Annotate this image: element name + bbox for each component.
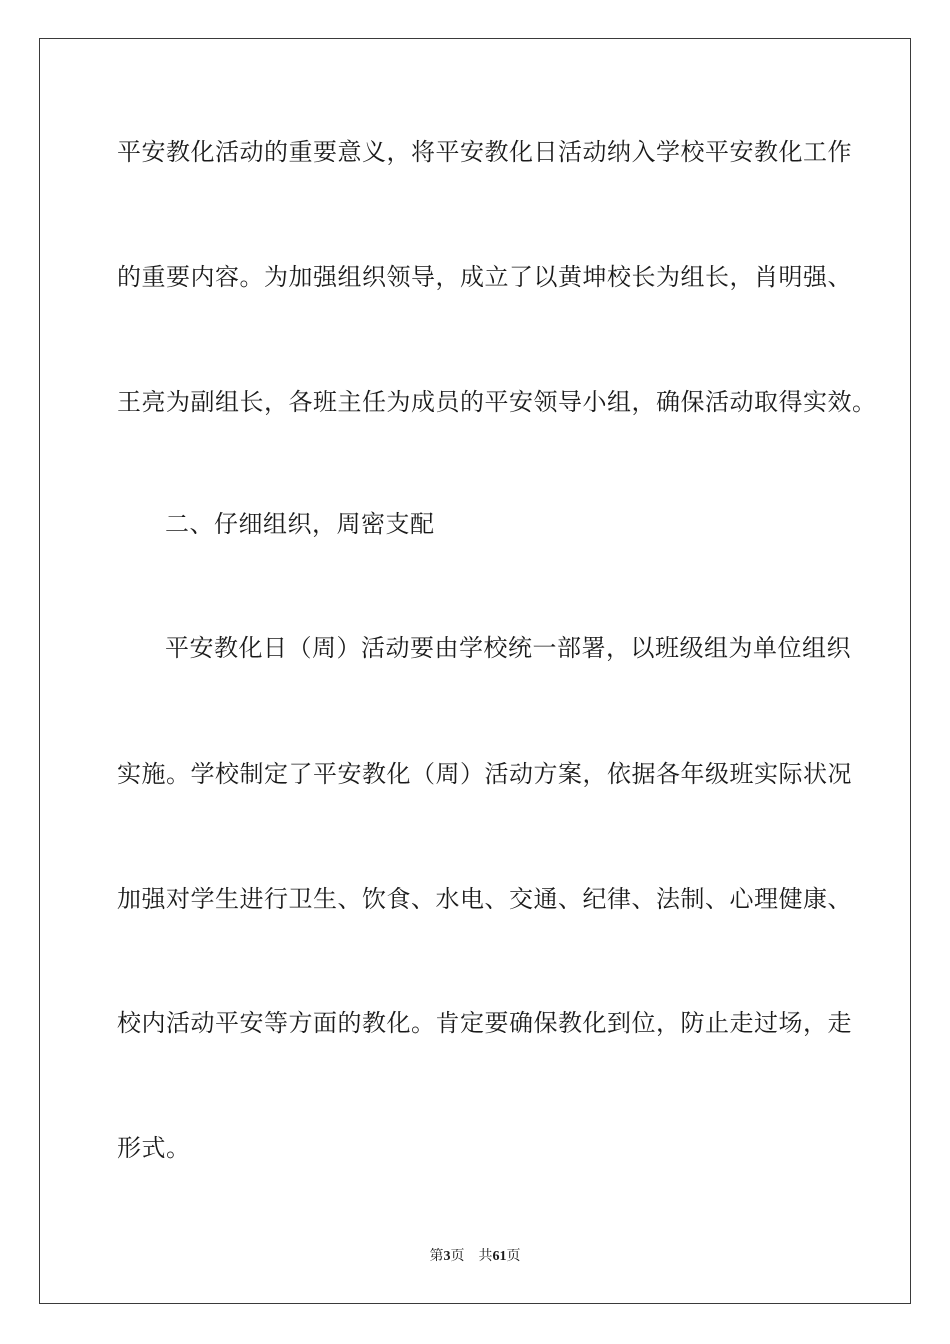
paragraph-line-7: 校内活动平安等方面的教化。肯定要确保教化到位，防止走过场，走: [117, 1009, 852, 1037]
section-heading: 二、仔细组织，周密支配: [165, 510, 435, 538]
paragraph-line-2: 的重要内容。为加强组织领导，成立了以黄坤校长为组长，肖明强、: [117, 263, 852, 291]
total-pages: 61: [492, 1249, 507, 1264]
paragraph-line-4: 平安教化日（周）活动要由学校统一部署，以班级组为单位组织: [165, 634, 851, 662]
page-number: 3: [443, 1249, 451, 1264]
paragraph-line-6: 加强对学生进行卫生、饮食、水电、交通、纪律、法制、心理健康、: [117, 885, 852, 913]
paragraph-line-5: 实施。学校制定了平安教化（周）活动方案，依据各年级班实际状况: [117, 760, 852, 788]
paragraph-line-8: 形式。: [117, 1134, 191, 1162]
total-prefix: 共: [478, 1248, 493, 1264]
page-prefix: 第: [429, 1248, 444, 1264]
page-footer: [0, 1247, 950, 1266]
paragraph-line-1: 平安教化活动的重要意义，将平安教化日活动纳入学校平安教化工作: [117, 138, 852, 166]
paragraph-line-3: 王亮为副组长，各班主任为成员的平安领导小组，确保活动取得实效。: [117, 388, 877, 416]
page-suffix: 页: [450, 1248, 465, 1264]
total-suffix: 页: [506, 1248, 521, 1264]
page-border: [39, 38, 911, 1304]
